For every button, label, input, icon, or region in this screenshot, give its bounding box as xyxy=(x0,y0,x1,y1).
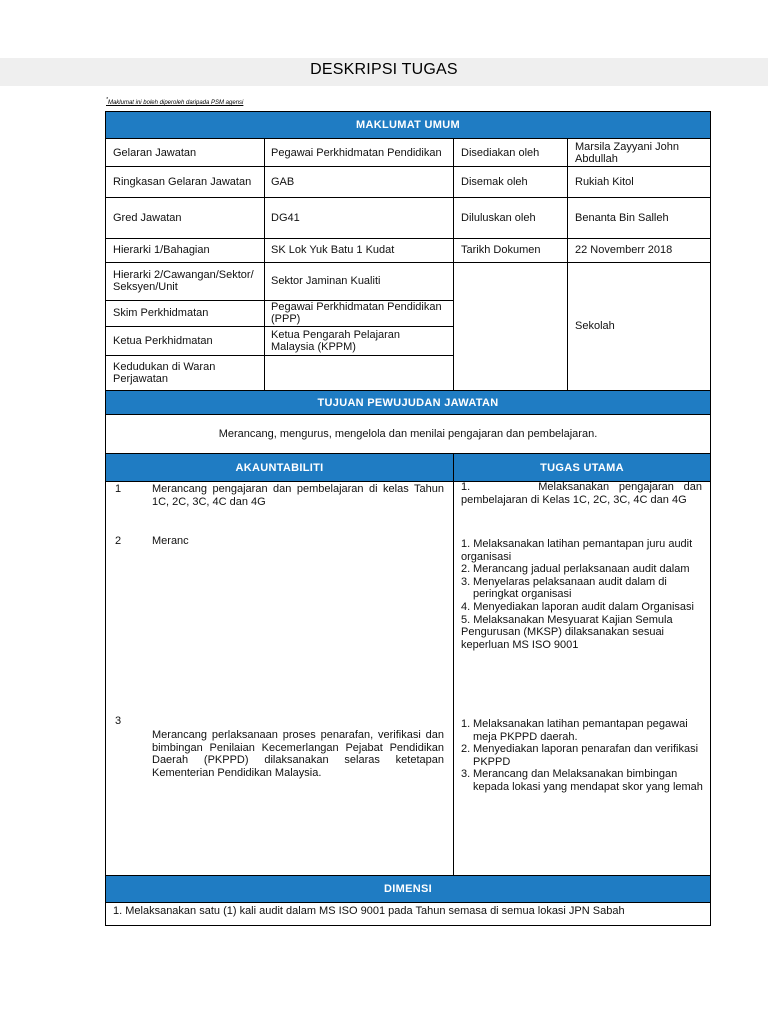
disemak-oleh-label: Disemak oleh xyxy=(461,175,528,188)
diluluskan-oleh-label: Diluluskan oleh xyxy=(461,211,536,224)
divider xyxy=(264,139,265,390)
note-text: Maklumat ini boleh diperoleh daripada PSM agensi xyxy=(107,100,244,106)
tarikh-dokumen-label: Tarikh Dokumen xyxy=(461,244,541,256)
item-number: 2. xyxy=(461,563,471,576)
tugas-3-item-2 xyxy=(461,743,703,768)
divider xyxy=(567,139,568,390)
akauntabiliti-header: AKAUNTABILITI xyxy=(105,453,454,482)
disemak-oleh-value: Rukiah Kitol xyxy=(575,175,634,188)
maklumat-umum-header: MAKLUMAT UMUM xyxy=(105,111,711,139)
diluluskan-oleh-value: Benanta Bin Salleh xyxy=(575,211,669,224)
item-text: Menyediakan laporan audit dalam Organisasi xyxy=(473,600,694,613)
tugas-2-item-2 xyxy=(461,563,703,576)
kedudukan-value xyxy=(271,355,449,390)
ringkasan-gelaran-label: Ringkasan Gelaran Jawatan xyxy=(113,175,252,188)
item-text: Menyelaras pelaksanaan audit dalam di peringkat organisasi xyxy=(473,575,667,601)
tugas-2-item-5 xyxy=(461,614,703,652)
gred-jawatan-label: Gred Jawatan xyxy=(113,211,182,224)
akauntabiliti-num-1: 1 xyxy=(115,483,122,495)
item-number: 3. xyxy=(461,575,471,588)
disediakan-oleh-value: Marsila Zayyani John Abdullah xyxy=(575,140,679,165)
hierarki-2-label: Hierarki 2/Cawangan/Sektor/Seksyen/Unit xyxy=(113,269,254,293)
tugas-group-3 xyxy=(461,718,703,794)
divider xyxy=(453,482,454,875)
gelaran-jawatan-value: Pegawai Perkhidmatan Pendidikan xyxy=(271,146,442,159)
hierarki-1-label: Hierarki 1/Bahagian xyxy=(113,244,210,256)
tugas-2-item-1 xyxy=(461,538,703,563)
item-text: Merancang jadual perlaksanaan audit dalam xyxy=(473,563,690,576)
kedudukan-label: Kedudukan di Waran Perjawatan xyxy=(113,360,216,385)
ketua-perkhidmatan-value: Ketua Pengarah Pelajaran Malaysia (KPPM) xyxy=(271,328,401,353)
page-title: DESKRIPSI TUGAS xyxy=(310,61,458,78)
hierarki-1-value: SK Lok Yuk Batu 1 Kudat xyxy=(271,244,395,256)
lokasi-value: Sekolah xyxy=(575,320,615,332)
item-number: 3. xyxy=(461,768,471,781)
akauntabiliti-num-2: 2 xyxy=(115,535,122,547)
skim-perkhidmatan-value: Pegawai Perkhidmatan Pendidikan (PPP) xyxy=(271,301,442,325)
item-number: 5. xyxy=(461,613,471,626)
item-number: 1. xyxy=(461,718,471,730)
gred-jawatan-value: DG41 xyxy=(271,211,300,224)
tugas-2-item-4 xyxy=(461,601,703,614)
item-number: 1. xyxy=(461,538,471,550)
akauntabiliti-num-3: 3 xyxy=(115,715,122,727)
item-text: Melaksanakan latihan pemantapan pegawai meja PKPPD daerah. xyxy=(473,718,688,743)
tugas-3-item-1 xyxy=(461,718,703,743)
skim-perkhidmatan-label: Skim Perkhidmatan xyxy=(113,307,209,319)
disediakan-oleh-label: Disediakan oleh xyxy=(461,146,540,159)
gelaran-jawatan-label: Gelaran Jawatan xyxy=(113,146,197,159)
ketua-perkhidmatan-label: Ketua Perkhidmatan xyxy=(113,334,213,347)
note-mark: * xyxy=(106,97,108,103)
item-number: 4. xyxy=(461,600,471,613)
tugas-2-item-3 xyxy=(461,576,703,601)
item-number: 2. xyxy=(461,743,471,756)
divider xyxy=(453,139,454,390)
tugas-group-2 xyxy=(461,538,703,651)
item-text: Melaksanakan latihan pemantapan juru audit organisasi xyxy=(461,538,693,563)
tujuan-text: Merancang, mengurus, mengelola dan menilai pengajaran dan pembelajaran. xyxy=(218,428,598,440)
ringkasan-gelaran-value: GAB xyxy=(271,175,295,188)
source-note xyxy=(106,97,243,106)
dimensi-text: 1. Melaksanakan satu (1) kali audit dalam MS ISO 9001 pada Tahun semasa di semua lokasi JPN Sabah xyxy=(113,905,625,917)
akauntabiliti-text-2: Meranc xyxy=(152,535,189,547)
tujuan-header: TUJUAN PEWUJUDAN JAWATAN xyxy=(105,390,711,415)
dimensi-header: DIMENSI xyxy=(105,875,711,903)
item-text: Melaksanakan Mesyuarat Kajian Semula Pengurusan (MKSP) dilaksanakan sesuai keperluan MS ISO 9001 xyxy=(461,613,673,651)
tarikh-dokumen-value: 22 Novemberr 2018 xyxy=(575,244,673,256)
tugas-utama-header: TUGAS UTAMA xyxy=(453,453,711,482)
tugas-group-1: 1. Melaksanakan pengajaran dan pembelajaran di Kelas 1C, 2C, 3C, 4C dan 4G xyxy=(461,481,702,506)
akauntabiliti-text-3: Merancang perlaksanaan proses penarafan, verifikasi dan bimbingan Penilaian Kecemerlangan Pejabat Pendidikan Daerah (PKPPD) dilaksanakan selaras ketetapan Kementerian Pendidikan Malaysia. xyxy=(152,729,444,779)
akauntabiliti-text-1: Merancang pengajaran dan pembelajaran di kelas Tahun 1C, 2C, 3C, 4C dan 4G xyxy=(152,483,444,508)
item-text: Menyediakan laporan penarafan dan verifikasi PKPPD xyxy=(473,743,699,768)
tugas-3-item-3 xyxy=(461,768,703,793)
item-text: Merancang dan Melaksanakan bimbingan kepada lokasi yang mendapat skor yang lemah xyxy=(473,768,703,793)
hierarki-2-value: Sektor Jaminan Kualiti xyxy=(271,275,381,287)
